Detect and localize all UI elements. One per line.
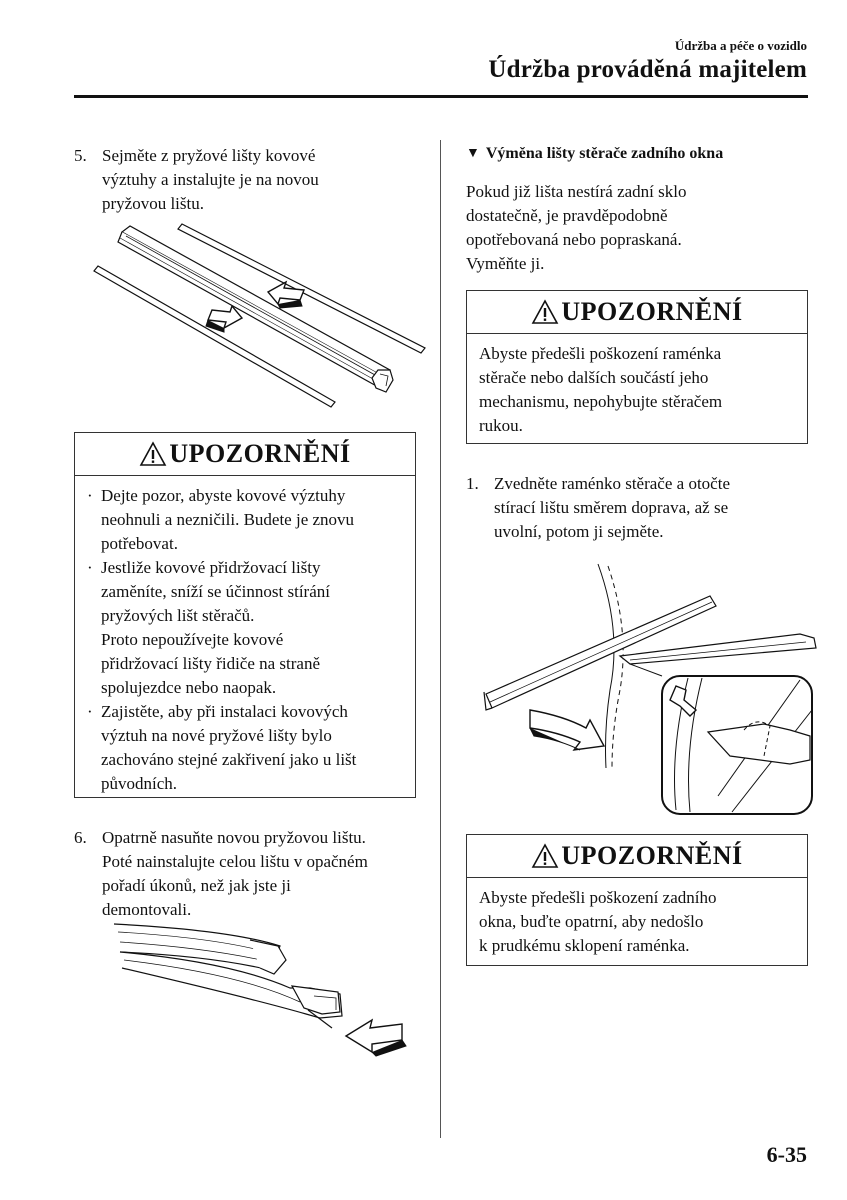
warning-heading — [467, 291, 807, 334]
bullet-line: výztuh na nové pryžové lišty bylo — [101, 726, 332, 745]
warning-bullet — [87, 556, 403, 700]
bullet-line: zachováno stejné zakřivení jako u lišt — [101, 750, 357, 769]
warning-triangle-icon — [531, 843, 559, 869]
rear-wiper-removal-drawing — [480, 560, 825, 820]
step-line: demontovali. — [102, 900, 192, 919]
step-1 — [466, 472, 811, 544]
header-rule — [74, 95, 808, 98]
warning-line: Abyste předešli poškození raménka — [479, 344, 722, 363]
warning-body — [467, 878, 807, 968]
warning-line: Abyste předešli poškození zadního — [479, 888, 717, 907]
warning-line: stěrače nebo dalších součástí jeho — [479, 368, 709, 387]
illustration-stiffeners — [90, 220, 430, 410]
intro-line: Vyměňte ji. — [466, 254, 545, 273]
subheading-text: Výměna lišty stěrače zadního okna — [485, 145, 724, 162]
step-line: výztuhy a instalujte je na novou — [102, 170, 319, 189]
bullet-line: Jestliže kovové přidržovací lišty — [101, 558, 321, 577]
warning-body — [75, 476, 415, 806]
warning-box-1 — [74, 432, 416, 798]
step-number: 1. — [466, 474, 479, 493]
illustration-rear-wiper — [480, 560, 825, 820]
warning-line: mechanismu, nepohybujte stěračem — [479, 392, 723, 411]
intro-paragraph — [466, 180, 806, 276]
warning-box-2 — [466, 290, 808, 444]
bullet-line: Zajistěte, aby při instalaci kovových — [101, 702, 348, 721]
warning-triangle-icon — [139, 441, 167, 467]
bullet-line: spolujezdce nebo naopak. — [101, 678, 277, 697]
section-subtitle: Údržba a péče o vozidlo — [674, 38, 807, 53]
step-line: Sejměte z pryžové lišty kovové — [102, 146, 316, 165]
bullet-line: původních. — [101, 774, 178, 793]
warning-heading — [75, 433, 415, 476]
warning-title: UPOZORNĚNÍ — [169, 439, 351, 468]
page-title: Údržba prováděná majitelem — [488, 56, 807, 83]
bullet-dot: · — [87, 558, 93, 577]
bullet-line: potřebovat. — [101, 534, 178, 553]
bullet-line: pryžových lišt stěračů. — [101, 606, 255, 625]
wiper-assembly-drawing — [110, 918, 420, 1058]
warning-bullet — [87, 700, 403, 796]
warning-title: UPOZORNĚNÍ — [561, 841, 743, 870]
warning-line: k prudkému sklopení raménka. — [479, 936, 690, 955]
step-line: Opatrně nasuňte novou pryžovou lištu. — [102, 828, 366, 847]
step-line: pryžovou lištu. — [102, 194, 204, 213]
illustration-new-rubber — [110, 918, 420, 1058]
step-line: pořadí úkonů, než jak jste ji — [102, 876, 291, 895]
step-text — [102, 826, 368, 922]
bullet-line: Dejte pozor, abyste kovové výztuhy — [101, 486, 346, 505]
bullet-dot: · — [87, 486, 93, 505]
push-arrow-icon — [206, 306, 242, 332]
bullet-line: Proto nepoužívejte kovové — [101, 630, 284, 649]
warning-line: okna, buďte opatrní, aby nedošlo — [479, 912, 704, 931]
triangle-marker: ▼ — [466, 146, 480, 161]
warning-triangle-icon — [531, 299, 559, 325]
bullet-line: přidržovací lišty řidiče na straně — [101, 654, 321, 673]
column-divider — [440, 140, 441, 1138]
intro-line: opotřebovaná nebo popraskaná. — [466, 230, 682, 249]
bullet-line: zaměníte, sníží se účinnost stírání — [101, 582, 330, 601]
warning-bullet — [87, 484, 403, 556]
push-arrow-icon — [346, 1020, 406, 1056]
step-number: 5. — [74, 146, 87, 165]
bullet-dot: · — [87, 702, 93, 721]
bullet-line: neohnuli a nezničili. Budete je znovu — [101, 510, 355, 529]
intro-line: dostatečně, je pravděpodobně — [466, 206, 668, 225]
page-number: 6-35 — [766, 1142, 807, 1167]
warning-body — [467, 334, 807, 448]
warning-box-3 — [466, 834, 808, 966]
step-text — [102, 144, 319, 216]
wiper-rubber-stiffener-drawing — [90, 220, 430, 410]
rotate-arrow-icon — [530, 710, 604, 750]
step-text — [494, 472, 730, 544]
warning-line: rukou. — [479, 416, 523, 435]
step-line: Zvedněte raménko stěrače a otočte — [494, 474, 730, 493]
step-number: 6. — [74, 828, 87, 847]
step-line: Poté nainstalujte celou lištu v opačném — [102, 852, 368, 871]
step-line: stírací lištu směrem doprava, až se — [494, 498, 729, 517]
warning-heading — [467, 835, 807, 878]
warning-title: UPOZORNĚNÍ — [561, 297, 743, 326]
step-6 — [74, 826, 419, 922]
intro-line: Pokud již lišta nestírá zadní sklo — [466, 182, 687, 201]
step-5 — [74, 144, 414, 216]
step-line: uvolní, potom ji sejměte. — [494, 522, 664, 541]
section-subheading — [466, 145, 811, 163]
